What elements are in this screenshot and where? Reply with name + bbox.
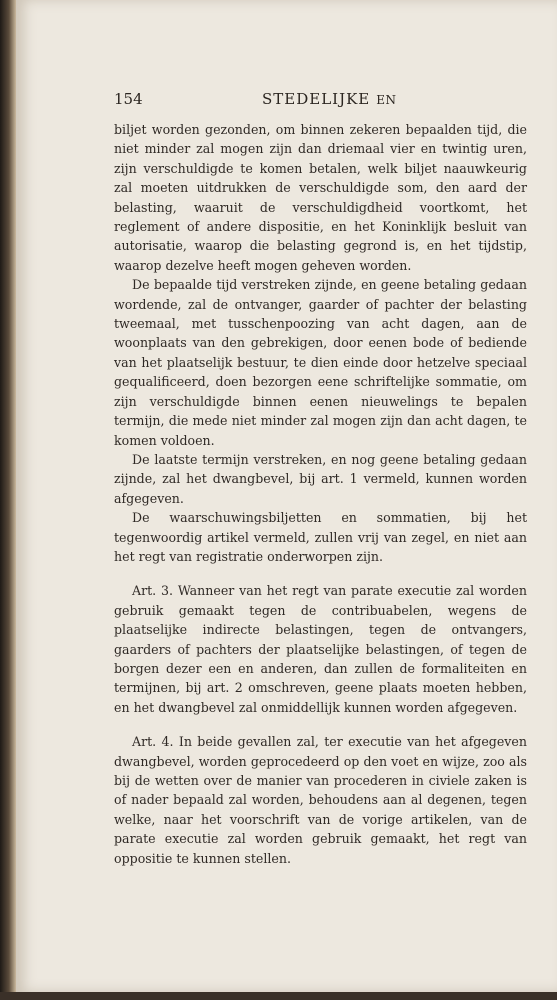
book-gutter-edge [0,0,16,1000]
paragraph-art-4: Art. 4. In beide gevallen zal, ter executie van het afgegeven dwangbevel, worden geprocedeerd op den voet en wijze, zoo als bij de wetten over de manier van procederen in civiele zaken is of nader bepaald zal worden, behoudens aan al degenen, tegen welke, naar het voorschrift van de vorige artikelen, van de parate executie zal worden gebruik gemaakt, het regt van oppositie te kunnen stellen. [114,734,527,866]
running-title-main: STEDELIJKE [262,90,371,108]
body-text [114,120,527,868]
page-bottom-edge [0,992,557,1000]
paragraph-stamp-exemption: De waarschuwingsbiljetten en sommatien, bij het tegenwoordig artikel vermeld, zullen vrij van zegel, en niet aan het regt van registratie onderworpen zijn. [114,510,527,564]
running-title-suffix: EN [376,93,397,107]
paragraph-last-term: De laatste termijn verstreken, en nog geene betaling gedaan zijnde, zal het dwangbevel, bij art. 1 vermeld, kunnen worden afgegeven. [114,451,527,506]
running-header [114,90,508,112]
paragraph-term-expired: De bepaalde tijd verstreken zijnde, en geene betaling gedaan wordende, zal de ontvanger, gaarder of pachter der belasting tweemaal, met tusschenpoozing van acht dagen, aan de woonplaats van den gebrekigen, door eenen bode of bediende van het plaatselijk bestuur, te dien einde door hetzelve speciaal gequalificeerd, doen bezorgen eene schriftelijke sommatie, om zijn verschuldigde binnen eenen nieuwelings te bepalen termijn, die mede niet minder zal mogen zijn dan acht dagen, te komen voldoen. [114,277,527,448]
paragraph-art-3: Art. 3. Wanneer van het regt van parate executie zal worden gebruik gemaakt tegen de contribuabelen, wegens de plaatselijke indirecte belastingen, tegen de ontvangers, gaarders of pachters der plaatselijke belastingen, of tegen de borgen dezer een en anderen, dan zullen de formaliteiten en termijnen, bij art. 2 omschreven, geene plaats moeten hebben, en het dwangbevel zal onmiddellijk kunnen worden afgegeven. [114,583,527,715]
page-number: 154 [114,90,143,108]
running-title [262,90,397,108]
paragraph-continuation: biljet worden gezonden, om binnen zekeren bepaalden tijd, die niet minder zal mogen zijn dan driemaal vier en twintig uren, zijn verschuldigde te komen betalen, welk biljet naauwkeurig zal moeten uitdrukken de verschuldigde som, den aard der belasting, waaruit de verschuldigdheid voortkomt, het reglement of andere dispositie, en het Koninklijk besluit van autorisatie, waarop die belasting gegrond is, en het tijdstip, waarop dezelve heeft mogen geheven worden. [114,122,527,273]
